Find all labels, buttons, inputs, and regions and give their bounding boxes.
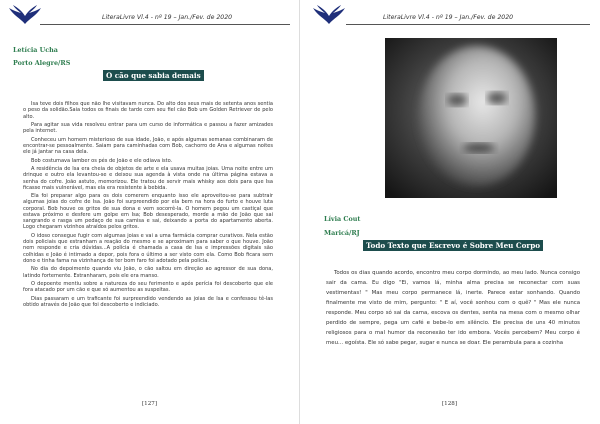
author-city: Porto Alegre/RS — [13, 59, 71, 67]
header-rule — [40, 24, 290, 25]
author-name: Letícia Ucha — [13, 46, 58, 54]
paragraph: Dias passaram e um traficante foi surpreendido vendendo as joias de Isa e confessou tê-las obtido através de João que foi descoberto e indiciado. — [23, 295, 273, 308]
page-number: [128] — [442, 401, 458, 407]
paragraph: No dia do depoimento quando viu João, o cão saltou em direção ao agressor de sua dona, latindo fortemente. Estranharam, pois ele era manso. — [23, 266, 273, 279]
story-title: O cão que sabia demais — [103, 70, 204, 81]
paragraph: Ela foi preparar algo para os dois comerem enquanto isso ele aproveitou-se para subtrair algumas joias do cofre de Isa. João foi surpreendido por ela bem na hora do furto e houve luta corporal. Bob houve os gritos de sua dona e vem socorrê-la. O homem pegou um castiçal que estava próximo e desfere um golpe em Isa; Bob desesperado, morde a mão de João que sai sangrando e rasga um pedaço de sua camisa e sai, deixando a porta do apartamento aberta. Logo chegaram vizinhos atraídos pelos gritos. — [23, 193, 273, 231]
paragraph: Para agitar sua vida resolveu entrar para um curso de informática e passou a fazer amizades pela internet. — [23, 121, 273, 135]
face-photo — [385, 38, 557, 198]
paragraph: O depoente mentiu sobre a natureza do seu ferimento e após perícia foi descoberto que ele fora atacado por um cão e que só aumentou as suspeitas. — [23, 281, 273, 294]
winged-logo-icon — [312, 4, 346, 28]
paragraph: A residência de Isa era cheia de objetos de arte e ela usava muitas joias. Uma noite entre um drinque e outro ela levantou-se e deixou sua agenda à vista onde na última página estava a senha do cofre. João astuto, memorizou. Ele tratou de servir mais whisky aos dois para que Isa ficasse mais vulnerável, mas ela era resistente à bebida. — [23, 166, 273, 191]
winged-logo-icon — [8, 4, 42, 28]
right-page — [300, 0, 600, 424]
author-city: Maricá/RJ — [324, 229, 360, 237]
paragraph: Todos os dias quando acordo, encontro meu corpo dormindo, ao meu lado. Nunca consigo sair da cama. Eu digo "Ei, vamos lá, minha alma precisa se reconectar com suas vestimentas! " Mas meu corpo permanece lá, inerte. Parece estar sonhando. Quando finalmente me visto de mim, pergunto: " E aí, você sonhou com o quê? " Mas ele nunca responde. Meu corpo só sai da cama, escova os dentes, senta na mesa com o mesmo olhar perdido de sempre, pega um café e bebe-lo em silêncio. Ele precisa de uns 40 minutos religiosos para o mal humor da reconexão ter ido embora. Vocês percebem? Meu corpo é meu... egoísta. Ele só sabe pegar, sugar e nunca se doar. Ele perambula para a cozinha — [326, 270, 580, 346]
author-name: Lívia Cout — [324, 215, 361, 223]
page-number: [127] — [142, 401, 158, 407]
header-rule — [346, 24, 590, 25]
paragraph: Bob costumava lamber os pés de João e ele odiava isto. — [31, 157, 173, 164]
story-body — [326, 268, 580, 350]
story-title: Todo Texto que Escrevo é Sobre Meu Corpo — [363, 240, 543, 251]
paragraph: Conheceu um homem misterioso de sua idade, João, e após algumas semanas combinaram de encontrar-se pessoalmente. Saiam para caminhadas com Bob, cachorro de Ana e algumas noites ele já jantar na casa dela. — [23, 136, 273, 156]
paragraph: O idoso consegue fugir com algumas joias e vai a uma farmácia comprar curativos. Nela estão dois policiais que estranham a reação do mesmo e se aproximam para saber o que houve. João nem responde e cria dúvidas...A polícia é chamada a casa de Isa e impressões digitais são colhidas e João é intimado a depor, pois fora o último a ser visto com ela. Como Bob ficara sem dono e tinha fama na vizinhança de ter bom faro foi adotado pela polícia. — [23, 232, 273, 264]
paragraph: Isa teve dois filhos que não lhe visitavam nunca. Do alto dos seus mais de setenta anos sentia o peso da solidão.Saia todos os finais de tarde com seu fiel cão Bob um Golden Retriever de pelo alto. — [23, 101, 273, 120]
page-header: LiteraLivre Vl.4 - nº 19 – Jan./Fev. de 2020 — [383, 14, 514, 21]
story-body — [23, 101, 273, 310]
page-header: LiteraLivre Vl.4 - nº 19 – Jan./Fev. de 2020 — [102, 14, 233, 21]
